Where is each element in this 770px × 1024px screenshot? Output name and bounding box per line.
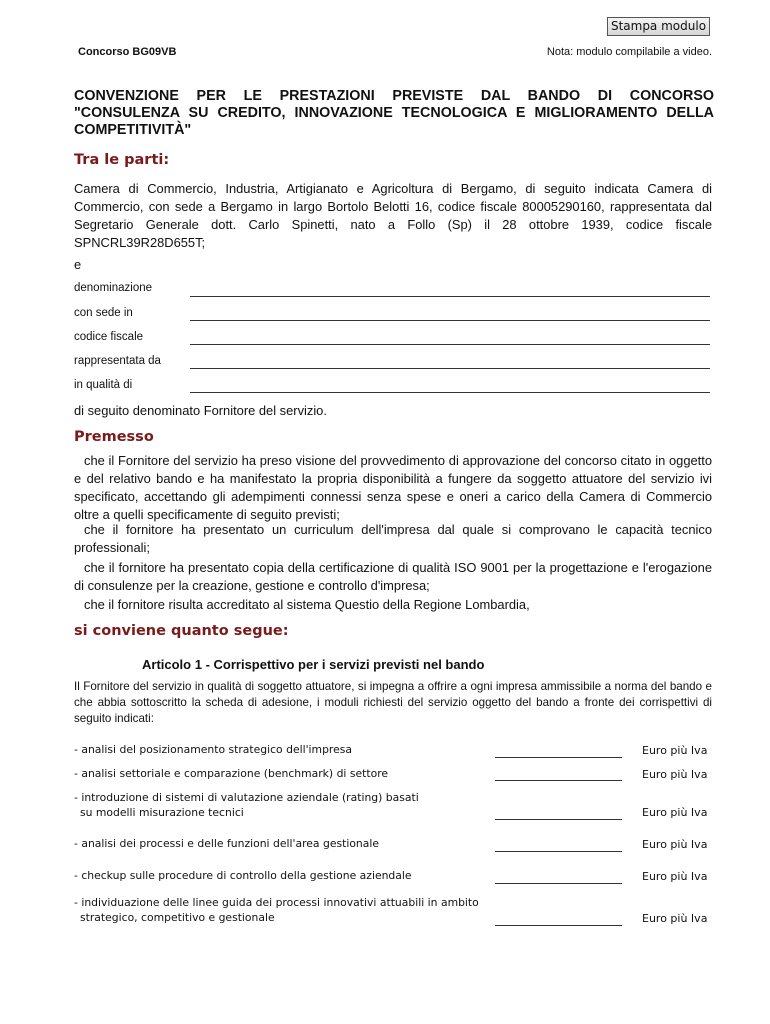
and-text: e <box>74 257 82 272</box>
article-paragraph: Il Fornitore del servizio in qualità di soggetto attuatore, si impegna a offrire a ogni impresa ammissibile a norma del bando e che abbia sottoscritto la scheda di adesione, i moduli richiesti del servizio oggetto del bando a fronte dei corrispettivi di seguito indicati: <box>74 680 712 725</box>
denominazione-input[interactable] <box>190 296 710 297</box>
service-price-input[interactable] <box>495 780 622 781</box>
premise-item: che il fornitore ha presentato un curriculum dell'impresa dal quale si comprovano le capacità tecnico professionali; <box>74 522 712 555</box>
service-price-input[interactable] <box>495 819 622 820</box>
rappresentata-input[interactable] <box>190 368 710 369</box>
premise-item: che il fornitore risulta accreditato al sistema Questio della Regione Lombardia, <box>84 597 530 612</box>
service-price-input[interactable] <box>495 925 622 926</box>
agreement-heading: si conviene quanto segue: <box>74 623 289 639</box>
field-label-denominazione: denominazione <box>74 282 153 294</box>
service-unit: Euro più Iva <box>642 744 708 757</box>
compile-note: Nota: modulo compilabile a video. <box>546 46 712 58</box>
service-label-cont: su modelli misurazione tecnici <box>80 806 244 819</box>
field-label-qualita: in qualità di <box>74 379 133 391</box>
document-title: CONVENZIONE PER LE PRESTAZIONI PREVISTE DAL BANDO DI CONCORSO "CONSULENZA SU CREDITO, INNOVAZIONE TECNOLOGICA E MIGLIORAMENTO DELLA COMPETITIVITÀ" <box>74 88 714 138</box>
service-label: - analisi del posizionamento strategico dell'impresa <box>74 743 353 756</box>
service-price-input[interactable] <box>495 757 622 758</box>
service-unit: Euro più Iva <box>642 912 708 925</box>
service-unit: Euro più Iva <box>642 838 708 851</box>
service-label: - individuazione delle linee guida dei processi innovativi attuabili in ambito <box>74 896 479 909</box>
service-price-input[interactable] <box>495 883 622 884</box>
service-price-input[interactable] <box>495 851 622 852</box>
field-label-sede: con sede in <box>74 307 133 319</box>
service-label: - introduzione di sistemi di valutazione aziendale (rating) basati <box>74 791 419 804</box>
premise-heading: Premesso <box>74 429 154 445</box>
premise-item: che il Fornitore del servizio ha preso visione del provvedimento di approvazione del concorso citato in oggetto e del relativo bando e ha manifestato la propria disponibilità a fungere da soggetto attuatore del servizio ivi specificato, accettando gli adempimenti connessi senza spese e oneri a carico della Camera di Commercio oltre a quelli specificamente di seguito previsti; <box>74 453 712 522</box>
field-label-codice-fiscale: codice fiscale <box>74 331 144 343</box>
service-label: - checkup sulle procedure di controllo della gestione aziendale <box>74 869 412 882</box>
article-title: Articolo 1 - Corrispettivo per i servizi previsti nel bando <box>142 657 485 672</box>
service-label: - analisi settoriale e comparazione (benchmark) di settore <box>74 767 389 780</box>
field-label-rappresentata: rappresentata da <box>74 355 161 367</box>
service-unit: Euro più Iva <box>642 806 708 819</box>
chamber-paragraph: Camera di Commercio, Industria, Artigianato e Agricoltura di Bergamo, di seguito indicata Camera di Commercio, con sede a Bergamo in largo Bortolo Belotti 16, codice fiscale 80005290160, rappresentata dal Segretario Generale dott. Carlo Spinetti, nato a Follo (Sp) il 28 ottobre 1939, codice fiscale SPNCRL39R28D655T; <box>74 181 712 250</box>
service-label: - analisi dei processi e delle funzioni dell'area gestionale <box>74 837 380 850</box>
qualita-input[interactable] <box>190 392 710 393</box>
parties-heading: Tra le parti: <box>74 152 170 168</box>
service-unit: Euro più Iva <box>642 768 708 781</box>
print-form-button[interactable]: Stampa modulo <box>607 17 710 36</box>
contest-code: Concorso BG09VB <box>78 46 177 58</box>
service-label-cont: strategico, competitivo e gestionale <box>80 911 275 924</box>
premise-item: che il fornitore ha presentato copia della certificazione di qualità ISO 9001 per la progettazione e l'erogazione di consulenze per la creazione, gestione e controllo d'impresa; <box>74 560 712 593</box>
sede-input[interactable] <box>190 320 710 321</box>
supplier-closing: di seguito denominato Fornitore del servizio. <box>74 403 327 418</box>
service-unit: Euro più Iva <box>642 870 708 883</box>
codice-fiscale-input[interactable] <box>190 344 710 345</box>
